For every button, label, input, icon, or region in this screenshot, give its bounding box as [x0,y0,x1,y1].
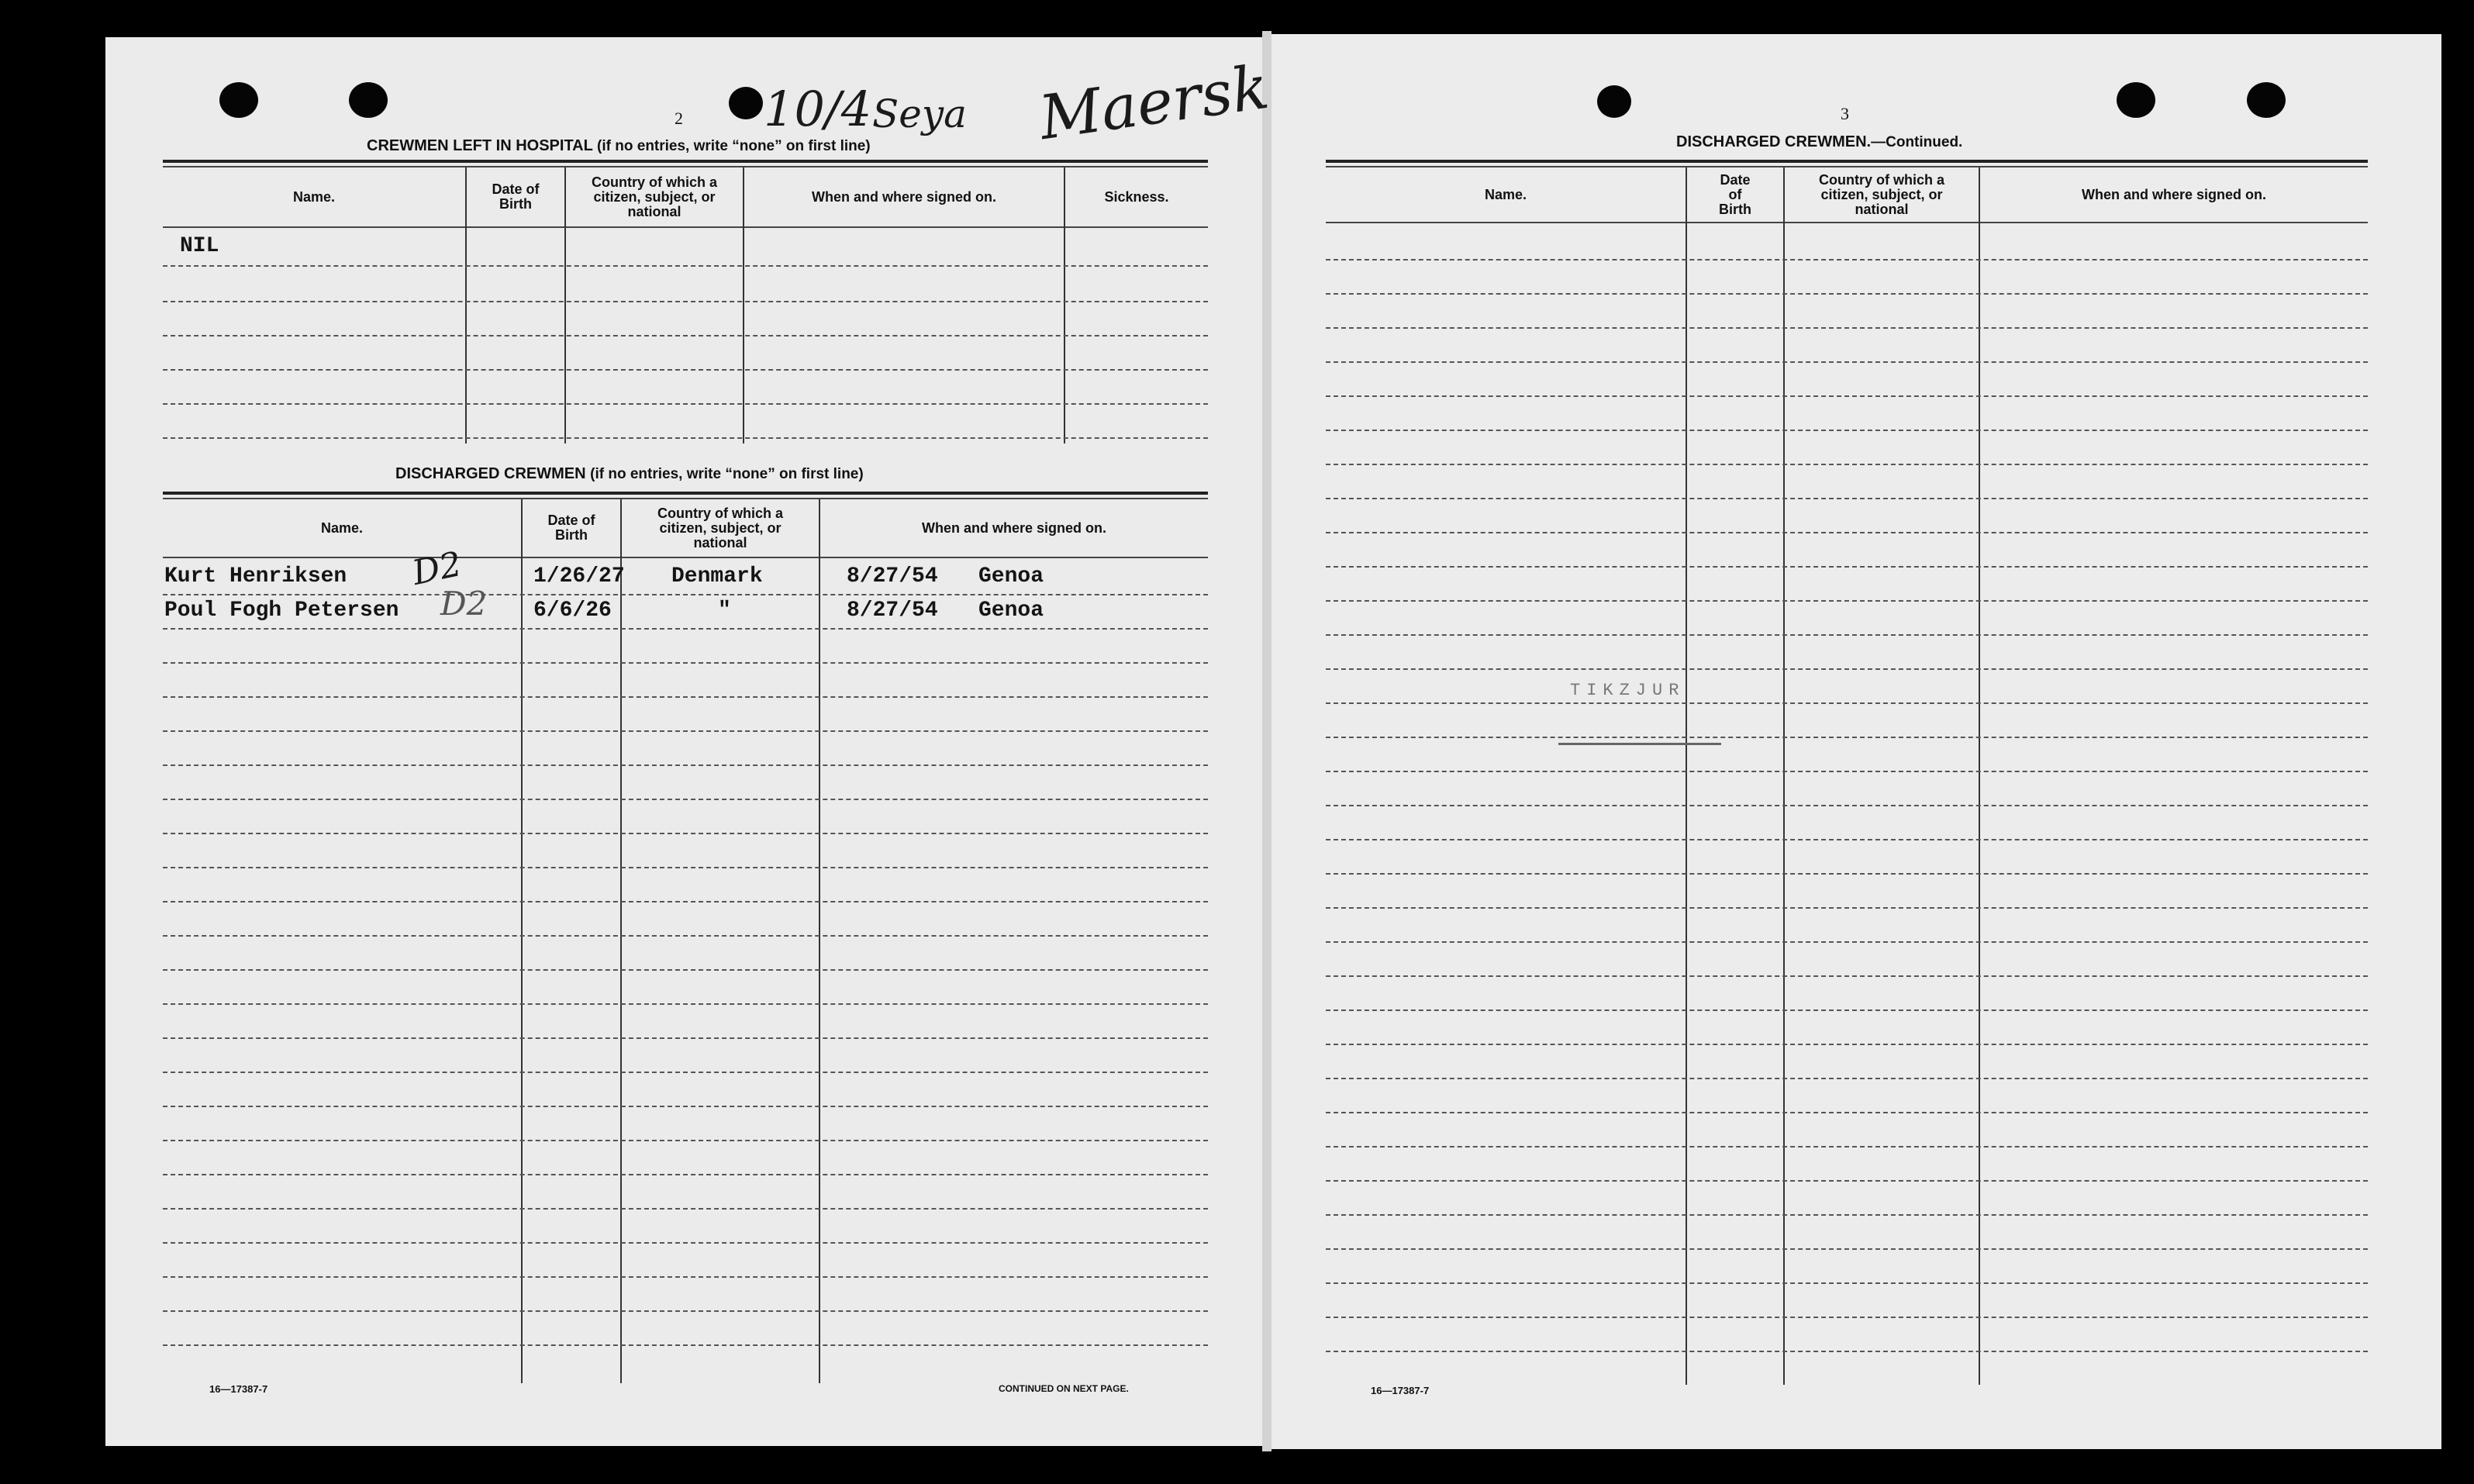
crew-signed-date-1: 8/27/54 [847,564,938,588]
ruled-line [1326,464,2368,465]
punch-hole [349,82,388,118]
crew-name-2: Poul Fogh Petersen [164,599,399,623]
hospital-header-dob: Date of Birth [492,181,540,212]
ruled-line [1326,1044,2368,1045]
crew-dob-2: 6/6/26 [533,599,612,623]
ruled-line [163,1242,1208,1244]
ruled-line [163,764,1208,766]
ruled-line [1326,259,2368,261]
ruled-line [163,901,1208,902]
crew-mark-2: D2 [440,585,488,623]
ruled-line [1326,1146,2368,1148]
right-header-signed: When and where signed on. [2081,186,2267,202]
ruled-line [1326,805,2368,806]
hospital-section-title [367,137,871,155]
discharged-header-name: Name. [320,519,364,536]
hospital-header-country: Country of which a citizen, subject, or national [592,174,717,219]
ruled-line [1326,737,2368,738]
punch-hole [219,82,258,118]
ruled-line [1326,975,2368,977]
crew-dob-1: 1/26/27 [533,564,625,588]
discharged-instruction: (if no entries, write “none” on first line) [590,466,864,482]
discharged-header-country: Country of which a citizen, subject, or national [657,505,783,550]
ruled-line [163,1310,1208,1312]
ruled-line [163,1174,1208,1175]
ruled-line [1326,839,2368,840]
hospital-table [163,160,1208,440]
ruled-line [163,1344,1208,1346]
ruled-line [1326,1078,2368,1079]
ruled-line [1326,1009,2368,1011]
ruled-line [1326,1248,2368,1250]
right-section-title [1676,133,1962,151]
ruled-line [163,1208,1208,1210]
ruled-line [163,1140,1208,1141]
page-number: 2 [675,109,683,128]
handwritten-date: 10/4 [764,81,872,137]
crew-country-2: " [718,599,731,623]
ruled-line [163,662,1208,664]
ruled-line [1326,873,2368,875]
punch-hole [1597,85,1631,118]
ruled-line [1326,327,2368,329]
discharged-header-signed: When and where signed on. [921,519,1107,536]
crew-mark-1: D2 [409,544,465,594]
punch-hole [2247,82,2286,118]
ruled-line [1326,395,2368,397]
ruled-line [1326,1317,2368,1318]
ruled-line [1326,293,2368,295]
ruled-line [163,628,1208,630]
hospital-first-entry: NIL [180,234,219,258]
ruled-line [1326,771,2368,772]
continued-note: CONTINUED ON NEXT PAGE. [999,1383,1129,1394]
discharged-continued-table [1326,160,2368,1377]
handwritten-signature: Maersk [1035,52,1273,154]
ruled-line [1326,1351,2368,1352]
right-header-country: Country of which a citizen, subject, or national [1819,171,1944,217]
faint-stamp: TIKZJUR [1570,681,1686,700]
page-number: 3 [1841,104,1849,123]
ruled-line [163,1072,1208,1073]
ruled-line [163,730,1208,732]
crew-signed-place-1: Genoa [978,564,1044,588]
right-title: DISCHARGED CREWMEN. [1676,133,1872,150]
ruled-line [1326,634,2368,636]
crew-signed-place-2: Genoa [978,599,1044,623]
crew-signed-date-2: 8/27/54 [847,599,938,623]
form-number: 16—17387-7 [209,1383,268,1395]
ruled-line [163,1037,1208,1039]
ruled-line [1326,498,2368,499]
ruled-line [163,867,1208,868]
hospital-title: CREWMEN LEFT IN HOSPITAL [367,137,593,154]
crew-name-1: Kurt Henriksen [164,564,347,588]
ruled-line [163,696,1208,698]
ruled-line [1326,1214,2368,1216]
ruled-line [1326,1112,2368,1113]
form-number: 16—17387-7 [1371,1385,1430,1396]
hospital-header-sickness: Sickness. [1104,188,1169,205]
faint-stamp-line [1558,743,1721,745]
punch-hole [729,87,763,119]
handwritten-note: Seya [872,91,967,136]
ruled-line [1326,566,2368,568]
ruled-line [163,969,1208,971]
ruled-line [1326,1180,2368,1182]
ruled-line [1326,532,2368,533]
ruled-line [163,935,1208,937]
ruled-line [1326,702,2368,704]
right-header-name: Name. [1484,186,1527,202]
right-header-dob: Date of Birth [1719,171,1751,217]
ruled-line [1326,430,2368,431]
hospital-header-signed: When and where signed on. [811,188,997,205]
ruled-line [163,594,1208,595]
ruled-line [163,1003,1208,1005]
hospital-header-name: Name. [292,188,336,205]
ruled-line [1326,668,2368,670]
discharged-section-title [395,465,864,483]
punch-hole [2117,82,2155,118]
discharged-header-dob: Date of Birth [547,512,595,543]
discharged-title: DISCHARGED CREWMEN [395,465,586,482]
ruled-line [163,1106,1208,1107]
ruled-line [1326,1282,2368,1284]
ruled-line [163,799,1208,800]
hospital-instruction: (if no entries, write “none” on first line) [597,138,871,154]
ruled-line [1326,600,2368,602]
right-title-suffix: —Continued. [1871,134,1963,150]
ruled-line [1326,941,2368,943]
page-fold [1262,31,1272,1451]
ruled-line [163,1276,1208,1278]
crew-country-1: Denmark [671,564,763,588]
ruled-line [163,833,1208,834]
discharged-table [163,492,1208,1379]
ruled-line [1326,907,2368,909]
ruled-line [1326,361,2368,363]
